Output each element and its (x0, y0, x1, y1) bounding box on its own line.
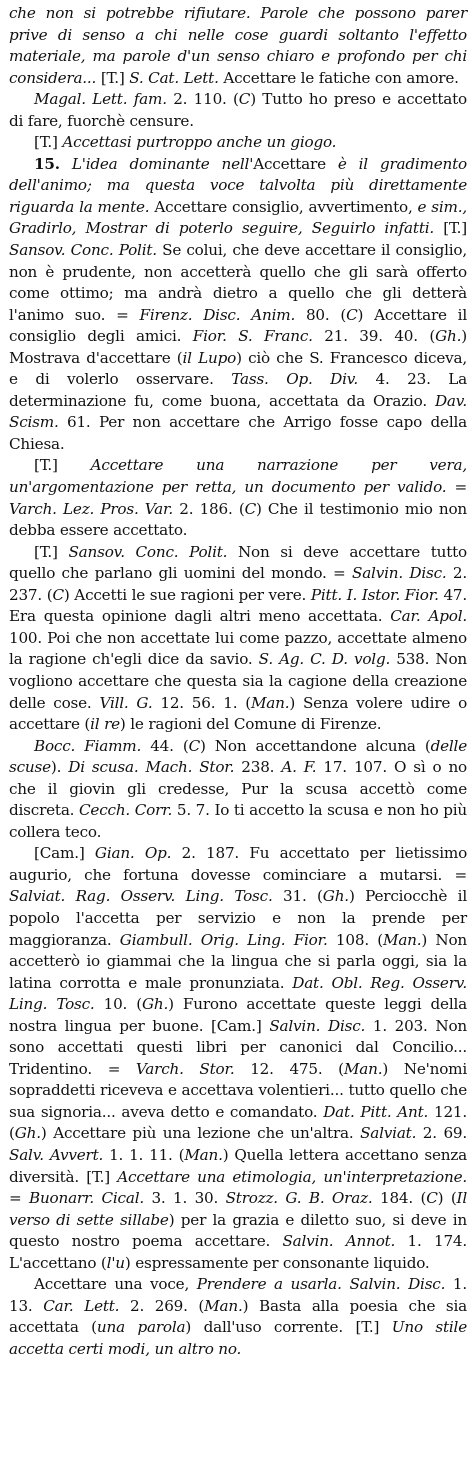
paragraph-6: [T.] Sansov. Conc. Polit. Non si deve accettare tutto quello che parlano gli uomini del mondo. = Salvin. Disc. 2. 237. (C) Accetti le sue ragioni per vere. Pitt. I. Istor. Fior. 47. Era questa opinione dagli altri meno accettata. Car. Apol. 100. Poi che non accettate lui come pazzo, accettate almeno la ragione ch'egli dice da savio. S. Ag. C. D. volg. 538. Non vogliono accettare che questa sia la cagione della creazione delle cose. Vill. G. 12. 56. 1. (Man.) Senza volere udire o accettare (il re) le ragioni del Comune di Firenze. (9, 542, 468, 734)
paragraph-5: [T.] Accettare una narrazione per vera, un'argomentazione per retta, un documento per valido. = Varch. Lez. Pros. Var. 2. 186. (C) Che il testimonio mio non debba essere accettato. (9, 456, 468, 540)
paragraph-1: che non si potrebbe rifiutare. Parole che possono parer prive di senso a chi nelle cose guardi soltanto l'effetto materiale, ma parole d'un senso chiaro e profondo per chi considera... [T.] S. Cat. Lett. Accettare le fatiche con amore. (9, 4, 467, 87)
paragraph-8: [Cam.] Gian. Op. 2. 187. Fu accettato per lietissimo augurio, che fortuna dovesse cominciare a mutarsi. = Salviat. Rag. Osserv. Ling. Tosc. 31. (Gh.) Perciocchè il popolo l'accetta per servizio e non la prende per maggioranza. Giambull. Orig. Ling. Fior. 108. (Man.) Non accetterò io giammai che la lingua che si parla oggi, sia la latina corrotta e male pronunziata. Dat. Obl. Reg. Osserv. Ling. Tosc. 10. (Gh.) Furono accettate queste leggi della nostra lingua per buone. [Cam.] Salvin. Disc. 1. 203. Non sono accettati questi libri per canonici dal Concilio... Tridentino. = Varch. Stor. 12. 475. (Man.) Ne'nomi sopraddetti riceveva e accettava volentieri... tutto quello che sua signoria... aveva detto e comandato. Dat. Pitt. Ant. 121. (Gh.) Accettare più una lezione che un'altra. Salviat. 2. 69. Salv. Avvert. 1. 1. 11. (Man.) Quella lettera accettano senza diversità. [T.] Accettare una etimologia, un'interpretazione. = Buonarr. Cical. 3. 1. 30. Strozz. G. B. Oraz. 184. (C) (Il verso di sette sillabe) per la grazia e diletto suo, si deve in questo nostro poema accettare. Salvin. Annot. 1. 174. L'accettano (l'u) espressamente per consonante liquido. (9, 844, 468, 1272)
paragraph-2: Magal. Lett. fam. 2. 110. (C) Tutto ho preso e accettato di fare, fuorchè censure. (9, 90, 467, 130)
paragraph-4: 15. L'idea dominante nell'Accettare è il gradimento dell'animo; ma questa voce talvolta più direttamente riguarda la mente. Accettare consiglio, avvertimento, e sim., Gradirlo, Mostrar di poterlo seguire, Seguirlo infatti. [T.] Sansov. Conc. Polit. Se colui, che deve accettare il consiglio, non è prudente, non accetterà quello che gli sarà offerto come ottimo; ma andrà dietro a quello che gli detterà l'animo suo. = Firenz. Disc. Anim. 80. (C) Accettare il consiglio degli amici. Fior. S. Franc. 21. 39. 40. (Gh.) Mostrava d'accettare (il Lupo) ciò che S. Francesco diceva, e di volerlo osservare. Tass. Op. Div. 4. 23. La determinazione fu, come buona, accettata da Orazio. Dav. Scism. 61. Per non accettare che Arrigo fosse capo della Chiesa. (9, 154, 468, 453)
paragraph-7: Bocc. Fiamm. 44. (C) Non accettandone alcuna (delle scuse). Di scusa. Mach. Stor. 238. A. F. 17. 107. O sì o no che il giovin gli credesse, Pur la scusa accettò come discreta. Cecch. Corr. 5. 7. Io ti accetto la scusa e non ho più collera teco. (9, 736, 467, 841)
paragraph-3: [T.] Accettasi purtroppo anche un giogo. (34, 133, 337, 152)
paragraph-9: Accettare una voce, Prendere a usarla. Salvin. Disc. 1. 13. Car. Lett. 2. 269. (Man.) Basta alla poesia che sia accettata (una parola) dall'uso corrente. [T.] Uno stile accetta certi modi, un altro no. (9, 1275, 468, 1358)
